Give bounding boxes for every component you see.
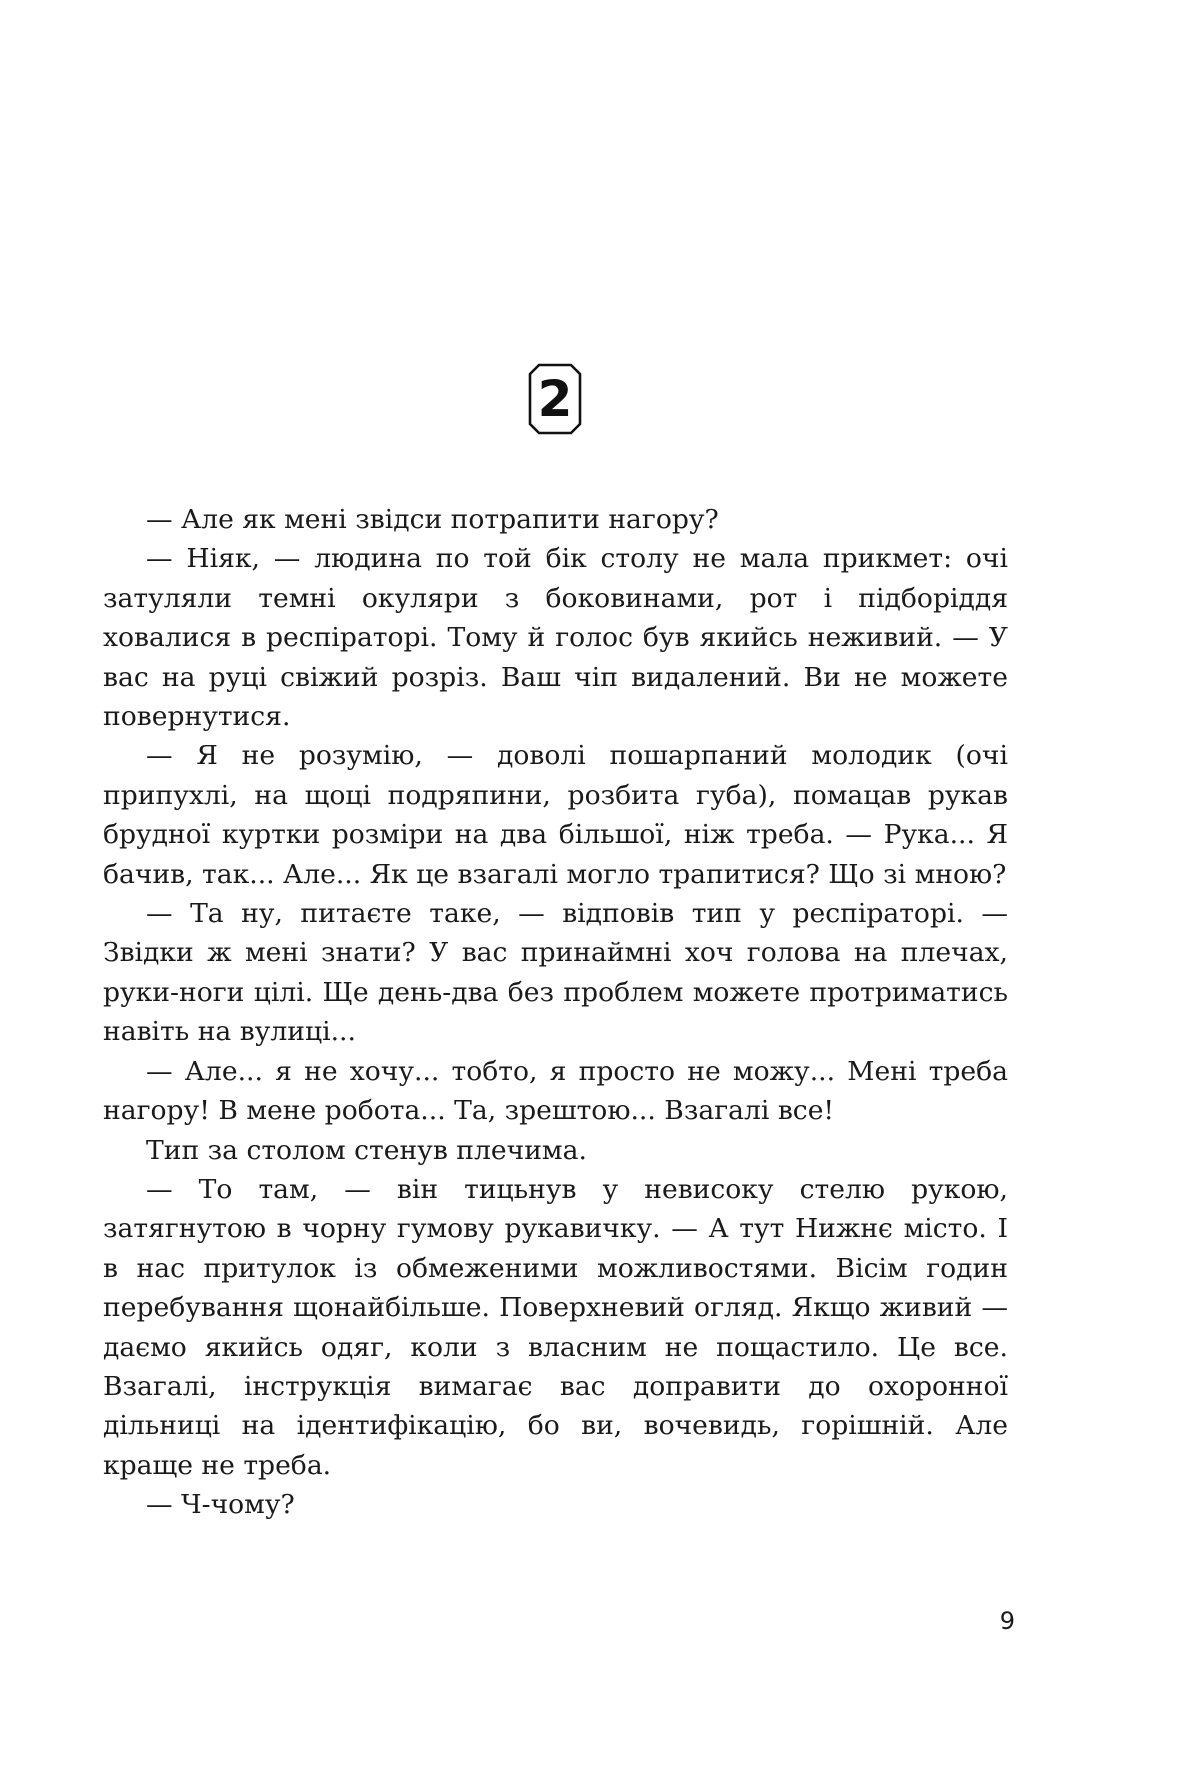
paragraph: — Я не розумію, — доволі пошарпаний молодик (очі припухлі, на щоці подряпини, розбита губа), помацав рукав брудної куртки розміри на два більшої, ніж треба. — Рука... Я бачив, так... Але... Як це взагалі могло трапитися? Що зі мною? bbox=[103, 740, 1008, 890]
page-number: 9 bbox=[999, 1607, 1015, 1635]
paragraph: — То там, — він тицьнув у невисоку стелю рукою, затягнутою в чорну гумову рукавичку. — А тут Нижнє місто. І в нас притулок із обмеженими можливостями. Вісім годин перебування щонайбільше. Поверхневий огляд. Якщо живий — даємо якийсь одяг, коли з власним не пощастило. Це все. Взагалі, інструкція вимагає вас доправити до охоронної дільниці на ідентифікацію, бо ви, вочевидь, горішній. Але краще не треба. bbox=[103, 1173, 1008, 1481]
chapter-number: 2 bbox=[537, 370, 573, 428]
paragraph: Тип за столом стенув плечима. bbox=[146, 1134, 587, 1166]
paragraph: — Але... я не хочу... тобто, я просто не можу... Мені треба нагору! В мене робота... Та, зрештою... Взагалі все! bbox=[103, 1055, 1008, 1127]
paragraph: — Але як мені звідси потрапити нагору? bbox=[146, 504, 719, 535]
paragraph: — Та ну, питаєте таке, — відповів тип у респіраторі. — Звідки ж мені знати? У вас принаймні хоч голова на плечах, руки-ноги цілі. Ще день-два без проблем можете протриматись навіть на вулиці... bbox=[103, 898, 1008, 1048]
paragraph: — Ніяк, — людина по той бік столу не мала прикмет: очі затуляли темні окуляри з боковинами, рот і підборіддя ховалися в респіраторі. Тому й голос був якийсь неживий. — У вас на руці свіжий розріз. Ваш чіп видалений. Ви не можете повернутися. bbox=[103, 543, 1008, 733]
chapter-text bbox=[103, 500, 1008, 1525]
paragraph: — Ч-чому? bbox=[146, 1489, 295, 1521]
chapter-badge bbox=[527, 362, 583, 436]
